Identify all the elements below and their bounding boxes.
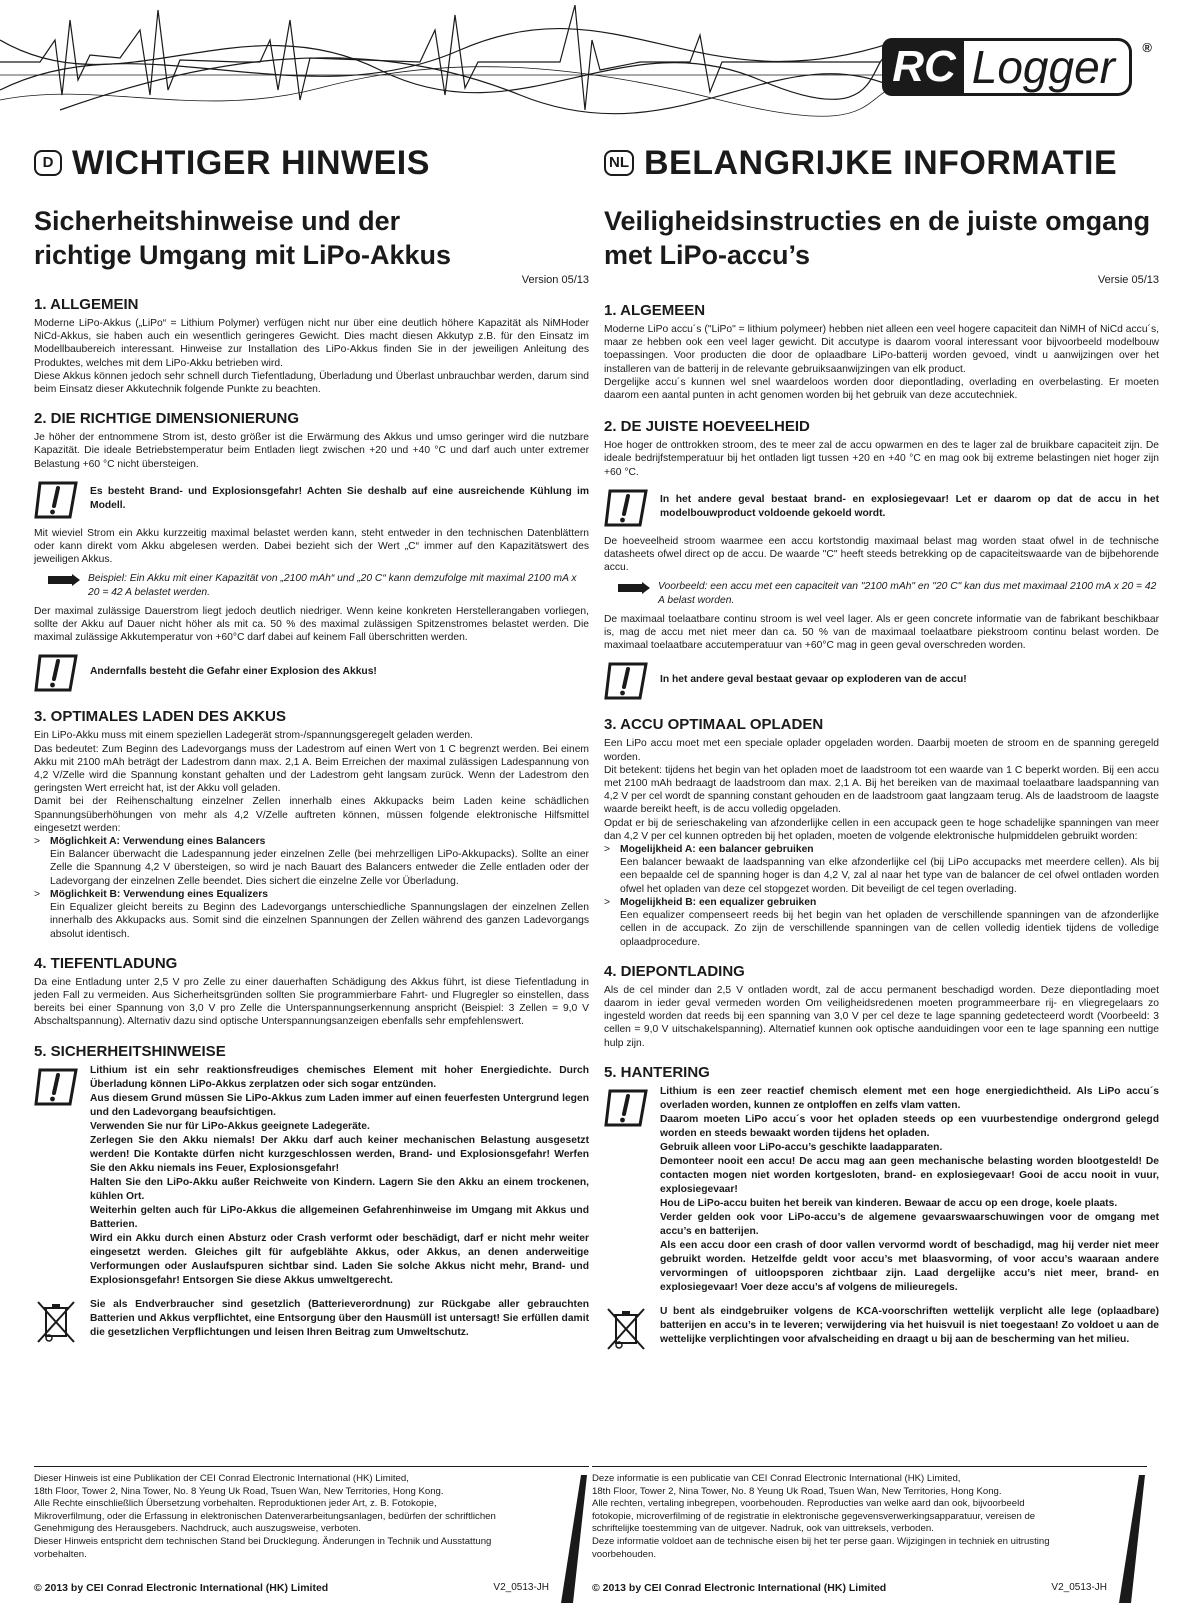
imprint-line: Deze informatie is een publicatie van CEI Conrad Electronic International (HK) Limited, [592,1473,961,1484]
imprint-line: 18th Floor, Tower 2, Nina Tower, No. 8 Yeung Uk Road, Tsuen Wan, New Territories, Hong Kong. [592,1485,1002,1497]
paragraph: De hoeveelheid stroom waarmee een accu kortstondig maximaal belast mag worden staat ofwel in de technische datasheets ofwel direct op de accu. De waarde "C" heeft steeds betrekking op de capaciteitswaarde van de bijbehorende accu. [604,535,1159,574]
footer-swoosh-decoration [1117,1475,1147,1603]
section-heading: 5. SICHERHEITSHINWEISE [34,1042,226,1060]
imprint-line: fotokopie, microverfilming of de registratie in elektronische gegevensverwerkingsapparatuur, vereisen de [592,1510,1036,1522]
paragraph: Moderne LiPo-Akkus („LiPo“ = Lithium Polymer) verfügen nicht nur über eine deutlich höhere Kapazität als NiMHoder NiCd-Akkus, sie haben auch ein wesentlich geringeres Gewicht. Dies macht diesen Akkutyp z.B. für den Einsatz im Modellbaubereich interessant. Hinweise zur Installation des LiPo-Akkus finden Sie in der jeweiligen Anleitung des Produktes, welches mit dem LiPo-Akku betrieben wird. [34,318,589,369]
imprint-line: Dieser Hinweis ist eine Publikation der CEI Conrad Electronic International (HK) Limited, [34,1473,409,1484]
paragraph: Diese Akkus können jedoch sehr schnell durch Tiefentladung, Überladung und Überlast unbrauchbar werden, darum sind beim Einsatz dieser Akkutechnik folgende Punkte zu beachten. [34,370,589,396]
safety-item: Weiterhin gelten auch für LiPo-Akkus die allgemeinen Gefahrenhinweise im Umgang mit Akkus und Batterien. [90,1204,589,1230]
safety-item: Zerlegen Sie den Akku niemals! Der Akku darf auch keiner mechanischen Belastung ausgesetzt werden! Die Kontakte dürfen nicht kurzgeschlossen werden, Brand- und Explosionsgefahr! Werfen Sie den Akku niemals ins Feuer, Explosionsgefahr! [90,1134,589,1174]
warning-box [604,487,1159,527]
section-heading: 2. DIE RICHTIGE DIMENSIONIERUNG [34,410,300,428]
document-code: V2_0513-JH [493,1582,549,1593]
list-item: > Möglichkeit B: Verwendung eines Equalizers [34,888,268,900]
column-dutch [604,140,1159,1353]
imprint-line: Mikroverfilmung, oder die Erfassung in elektronischen Datenverarbeitungsanlagen, bedürfen der schriftlichen [34,1510,496,1522]
safety-block [604,1085,1159,1295]
recycle-notice [604,1305,1159,1353]
warning-text: In het andere geval bestaat brand- en explosiegevaar! Let er daarom op dat de accu in het modelbouwproduct voldoende gekoeld wordt. [660,493,1159,519]
safety-item: Als een accu door een crash of door vallen vervormd wordt of beschadigd, mag hij verder niet meer gebruikt worden. Hetzelfde geldt voor accu’s met blaasvorming, of voor accu’s waaraan andere vervormingen of uitloopsporen zichtbaar zijn. Laad dergelijke accu’s niet meer, brand- en explosiegevaar! Voer deze accu’s af volgens de milieuregels. [660,1239,1159,1293]
recycle-notice [34,1298,589,1346]
safety-list [90,1064,589,1288]
safety-item: Gebruik alleen voor LiPo-accu’s geschikte laadapparaten. [660,1141,943,1153]
logo-registered-mark: ® [1142,40,1152,55]
paragraph: Das bedeutet: Zum Beginn des Ladevorgangs muss der Ladestrom auf einen Wert von 1 C begrenzt werden. Bei einem Akku mit 2100 mAh beträgt der Ladestrom dann max. 2,1 A. Beim Erreichen der maximal zulässigen Ladespannung von 4,2 V/Zelle wird die Spannung konstant gehalten und der Ladestrom geht langsam zurück. Wenn der Ladestrom den geringsten Wert erreicht hat, ist der Akku voll geladen. [34,743,589,795]
rclogger-logo [882,38,1152,96]
option-heading: Möglichkeit B: Verwendung eines Equalizers [50,888,268,900]
option-heading: Möglichkeit A: Verwendung eines Balancers [50,836,266,848]
subtitle: Veiligheidsinstructies en de juiste omgang met LiPo-accu’s [604,206,1151,270]
paragraph: Een LiPo accu moet met een speciale oplader opgeladen worden. Daarbij moeten de stroom en de spanning geregeld worden. [604,738,1159,763]
warning-text: Es besteht Brand- und Explosionsgefahr! Achten Sie deshalb auf eine ausreichende Kühlung im Modell. [90,485,589,511]
paragraph: Mit wieviel Strom ein Akku kurzzeitig maximal belastet werden kann, steht entweder in den technischen Datenblättern oder kann direkt vom Akku abgelesen werden. Dabei bezieht sich der Wert „C“ immer auf den Kapazitätswert des jeweiligen Akkus. [34,527,589,566]
paragraph: Als de cel minder dan 2,5 V ontladen wordt, zal de accu permanent beschadigd worden. Deze diepontlading moet daarom in ieder geval vermeden worden Om veiligheidsredenen moeten programmeerbare rij- en vliegregelaars zo ingesteld worden dat reeds bij een spanning van 3,0 V per cel deze te lage spanning gedetecteerd wordt (Voorbeeld: 3 cellen = 9,0 V uitschakelspanning). Alternatief kunnen ook optische aanduidingen voor een te lage spanning een nuttige hulp zijn. [604,984,1159,1049]
safety-item: Hou de LiPo-accu buiten het bereik van kinderen. Bewaar de accu op een droge, koele plaats. [660,1197,1118,1209]
paragraph: Da eine Entladung unter 2,5 V pro Zelle zu einer dauerhaften Schädigung des Akkus führt, ist diese Tiefentladung in jeden Fall zu vermeiden. Aus Sicherheitsgründen sollten Sie programmierbare Fahrt- und Flugregler so einstellen, dass bereits bei einer Spannung von 3,0 V pro Zelle die Unterspannungserkennung anspricht (Beispiel: 3 Zellen = 9,0 V Abschaltspannung). Alternativ dazu sind optische Unterspannungsanzeigen ebenfalls sehr empfehlenswert. [34,976,589,1028]
paragraph: Moderne LiPo accu´s ("LiPo" = lithium polymeer) hebben niet alleen een veel hogere capaciteit dan NiMH of NiCd accu´s, maar ze hebben ook een veel lager gewicht. Dit accutype is daarom vooral interessant voor bijvoorbeeld modelbouw toepassingen. Voor producten die door de oplaadbare LiPo-batterij worden gevoed, vindt u aanwijzingen over het installeren van de batterij in de relevante gebruiksaanwijzingen van elk product. [604,324,1159,375]
section-heading: 3. ACCU OPTIMAAL OPLADEN [604,716,824,734]
safety-item: Wird ein Akku durch einen Absturz oder Crash verformt oder beschädigt, darf er nicht mehr weiter eingesetzt werden. Gleiches gilt für aufgeblähte Akkus, oder Akkus, an denen anderweitige Verformungen oder Auslaufspuren sichtbar sind. Laden Sie solche Akkus nicht mehr, Brand- und Explosionsgefahr! Entsorgen Sie diese Akkus umweltgerecht. [90,1232,589,1286]
warning-icon [34,479,78,519]
imprint-line: schriftelijke toestemming van de uitgever. Nadruk, ook van uittreksels, verboden. [592,1523,934,1535]
example-box [604,580,1159,606]
paragraph: Je höher der entnommene Strom ist, desto größer ist die Erwärmung des Akkus und umso geringer wird die nutzbare Kapazität. Die ideale Betriebstemperatur beim Entladen liegt zwischen +20 und +40 °C und darf auch unter extremer Belastung +60 °C nicht übersteigen. [34,432,589,470]
list-item: > Mogelijkheid A: een balancer gebruiken [604,844,814,856]
imprint-line: 18th Floor, Tower 2, Nina Tower, No. 8 Yeung Uk Road, Tsuen Wan, New Territories, Hong Kong. [34,1485,444,1497]
example-text: Beispiel: Ein Akku mit einer Kapazität von „2100 mAh“ und „20 C“ kann demzufolge mit maximal 2100 mA x 20 = 42 A belastet werden. [88,573,577,598]
column-german [34,140,589,1346]
safety-item: Aus diesem Grund müssen Sie LiPo-Akkus zum Laden immer auf einen feuerfesten Untergrund legen und den Ladevorgang beaufsichtigen. [90,1092,589,1118]
safety-item: Demonteer nooit een accu! De accu mag aan geen mechanische belasting worden blootgesteld! De contacten mogen niet worden kortgesloten, brand- en explosiegevaar! Gooi de accu nooit in vuur, explosiegevaar! [660,1155,1159,1195]
option-description: Ein Balancer überwacht die Ladespannung jeder einzelnen Zelle (bei mehrzelligen LiPo-Akkupacks). Sollte an einer Zelle die Spannung 4,2 V übersteigen, so wird je nach Bauart des Balancers entweder die Zelle entladen oder der Ladevorgang der einzelnen Zelle beendet. Dies sichert die einzelne Zelle vor Überladung. [50,849,589,887]
warning-box [34,479,589,519]
list-item: > Mogelijkheid B: een equalizer gebruiken [604,896,817,908]
safety-block [34,1064,589,1288]
logo-logger: Logger [964,38,1132,96]
paragraph: De maximaal toelaatbare continu stroom is wel veel lager. Als er geen concrete informatie van de fabrikant beschikbaar is, mag de accu met niet meer dan ca. 50 % van de maximaal toelaatbare piekstroom continu belast worden. De maximaal toelaatbare accutemperatuur van +60°C mag in geen geval overschreden worden. [604,613,1159,652]
arrow-right-icon [604,582,658,594]
option-heading: Mogelijkheid A: een balancer gebruiken [620,844,814,856]
example-box [34,572,589,598]
imprint-line: Alle Rechte einschließlich Übersetzung vorbehalten. Reproduktionen jeder Art, z. B. Fotokopie, [34,1498,437,1510]
safety-item: Lithium ist ein sehr reaktionsfreudiges chemisches Element mit hoher Energiedichte. Durch Überladung können LiPo-Akkus zerplatzen oder sich sogar entzünden. [90,1064,589,1090]
title-row [604,140,1159,186]
section-heading: 5. HANTERING [604,1063,710,1081]
warning-icon [34,652,78,692]
section-heading: 2. DE JUISTE HOEVEELHEID [604,418,810,436]
option-description: Een equalizer compenseert reeds bij het begin van het opladen de verschillende spanningen van de afzonderlijke cellen in de accupack. Zo zijn de verschillende spanningen van de cellen volledig identiek tijdens de volledige oplaadprocedure. [620,910,1159,948]
safety-item: Verwenden Sie nur für LiPo-Akkus geeignete Ladegeräte. [90,1120,370,1132]
paragraph: Dergelijke accu´s kunnen wel snel waardeloos worden door diepontlading, overlading en overbelasting. Er moeten daarom een aantal punten in acht genomen worden bij het gebruik van deze accutechniek. [604,376,1159,402]
version-label: Versie 05/13 [1097,274,1159,286]
recycle-text: U bent als eindgebruiker volgens de KCA-voorschriften wettelijk verplicht alle lege (oplaadbare) batterijen en accu’s in te leveren; verwijdering via het huisvuil is niet toegestaan! Zo voldoet u aan de wettelijke verplichtingen voor afvalscheiding en draagt u bij aan de bescherming van het milieu. [660,1305,1159,1345]
footer-swoosh-decoration [559,1475,589,1603]
copyright-row [592,1582,1107,1594]
footer-german [34,1466,589,1598]
recycle-text: Sie als Endverbraucher sind gesetzlich (Batterieverordnung) zur Rückgabe aller gebrauchten Batterien und Akkus verpflichtet, eine Entsorgung über den Hausmüll ist untersagt! Sie erfüllen damit die gesetzlichen Verpflichtungen und leisen Ihren Beitrag zum Umweltschutz. [90,1298,589,1338]
warning-icon [604,660,648,700]
warning-text: In het andere geval bestaat gevaar op exploderen van de accu! [660,674,967,686]
option-description: Ein Equalizer gleicht bereits zu Beginn des Ladevorgangs unterschiedliche Spannungslagen der einzelnen Zellen innerhalb des Akkupacks aus. Somit sind die einzelnen Spannungen der Zellen während des ganzen Ladevorgangs absolut identisch. [50,902,589,940]
paragraph: Opdat er bij de serieschakeling van afzonderlijke cellen in een accupack geen te hoge schadelijke spanningen van meer dan 4,2 V per cel kunnen optreden bij het opladen, moeten de volgende elektronische hulpmiddelen gebruikt worden: [604,817,1159,842]
paragraph: Damit bei der Reihenschaltung einzelner Zellen innerhalb eines Akkupacks beim Laden keine schädlichen Spannungsüberhöhungen von mehr als 4,2 V/Zelle auftreten können, müssen folgende elektronische Hilfsmittel eingesetzt werden: [34,796,589,834]
safety-item: Lithium is een zeer reactief chemisch element met een hoge energiedichtheid. Als LiPo accu´s overladen worden, kunnen ze ontploffen en zelfs vlam vatten. [660,1085,1159,1111]
safety-item: Halten Sie den LiPo-Akku außer Reichweite von Kindern. Lagern Sie den Akku an einem trockenen, kühlen Ort. [90,1176,589,1202]
warning-text: Andernfalls besteht die Gefahr einer Explosion des Akkus! [90,666,377,678]
crossed-bin-icon [34,1298,78,1346]
imprint-line: Alle rechten, vertaling inbegrepen, voorbehouden. Reproducties van welke aard dan ook, bijvoorbeeld [592,1498,1025,1510]
paragraph: Dit betekent: tijdens het begin van het opladen moet de laadstroom tot een waarde van 1 C beperkt worden. Bij een accu met 2100 mAh bedraagt de laadstroom dan max. 2,1 A. Bij het bereiken van de maximaal toelaatbare laadspanning van 4,2 V per cel wordt de spanning constant gehouden en de laadstroom gaat langzaam terug. Als de laadstroom de laagste waarde bereikt heeft, is de accu volledig opgeladen. [604,764,1159,816]
version-label: Version 05/13 [521,274,589,286]
section-heading: 4. DIEPONTLADING [604,962,745,980]
footer-dutch [592,1466,1147,1598]
language-badge: D [34,150,62,176]
logo-rc: RC [882,38,964,96]
imprint-line: voorbehouden. [592,1548,657,1560]
paragraph: Ein LiPo-Akku muss mit einem speziellen Ladegerät strom-/spannungsgeregelt geladen werden. [34,730,474,742]
document-code: V2_0513-JH [1051,1582,1107,1593]
imprint-line: Deze informatie voldoet aan de technische eisen bij het ter perse gaan. Wijzigingen in techniek en uitrusting [592,1535,1050,1547]
arrow-right-icon [34,574,88,586]
page-title: BELANGRIJKE INFORMATIE [644,143,1118,182]
copyright-row [34,1582,549,1594]
safety-item: Daarom moeten LiPo accu´s voor het opladen steeds op een vuurbestendige ondergrond gelegd worden en steeds bewaakt worden tijdens het opladen. [660,1113,1159,1139]
crossed-bin-icon [604,1305,648,1353]
subtitle: Sicherheitshinweise und der richtige Umgang mit LiPo-Akkus [34,206,452,270]
example-text: Voorbeeld: een accu met een capaciteit van "2100 mAh" en "20 C" kan dus met maximaal 2100 mA x 20 = 42 A belast worden. [658,581,1157,606]
warning-box [604,660,1159,700]
option-description: Een balancer bewaakt de laadspanning van elke afzonderlijke cel (bij LiPo accupacks met meerdere cellen). Als bij een bepaalde cel de spanning hoger is dan 4,2 V, zal al naar het type van de balancer de cel ofwel ontladen worden ofwel het opladen van deze cel stopgezet worden. Dit beveiligt de cel tegen overlading. [620,857,1159,895]
imprint-line: vorbehalten. [34,1548,87,1560]
safety-list [660,1085,1159,1295]
imprint-line: Genehmigung des Herausgebers. Nachdruck, auch auszugsweise, verboten. [34,1523,361,1535]
title-row [34,140,589,186]
section-heading: 3. OPTIMALES LADEN DES AKKUS [34,708,286,726]
warning-icon [604,1087,648,1127]
paragraph: Der maximal zulässige Dauerstrom liegt jedoch deutlich niedriger. Wenn keine konkreten Herstellerangaben vorliegen, sollte der Akku auf Dauer nicht höher als mit ca. 50 % des maximal zulässigen Spitzenstromes belastet werden. Die maximal zulässige Akkutemperatur von +60°C darf dabei auf keinem Fall überschritten werden. [34,605,589,644]
option-heading: Mogelijkheid B: een equalizer gebruiken [620,896,817,908]
section-heading: 4. TIEFENTLADUNG [34,954,178,972]
copyright-text: © 2013 by CEI Conrad Electronic International (HK) Limited [592,1582,887,1594]
warning-icon [604,487,648,527]
language-badge: NL [604,150,634,176]
warning-icon [34,1066,78,1106]
list-item: > Möglichkeit A: Verwendung eines Balancers [34,836,266,848]
warning-box [34,652,589,692]
imprint-line: Dieser Hinweis entspricht dem technischen Stand bei Drucklegung. Änderungen in Technik und Ausstattung [34,1535,492,1547]
safety-item: Verder gelden ook voor LiPo-accu’s de algemene gevaarswaarschuwingen voor de omgang met accu’s en batterijen. [660,1211,1159,1237]
copyright-text: © 2013 by CEI Conrad Electronic International (HK) Limited [34,1582,329,1594]
section-heading: 1. ALLGEMEIN [34,296,139,313]
section-heading: 1. ALGEMEEN [604,302,706,319]
paragraph: Hoe hoger de onttrokken stroom, des te meer zal de accu opwarmen en des te lager zal de bruikbare capaciteit zijn. De ideale bedrijfstemperatuur bij het ontladen ligt tussen +20 en +40 °C en mag ook bij extreme belastingen niet hoger zijn +60 °C. [604,440,1159,478]
page-title: WICHTIGER HINWEIS [72,143,430,182]
